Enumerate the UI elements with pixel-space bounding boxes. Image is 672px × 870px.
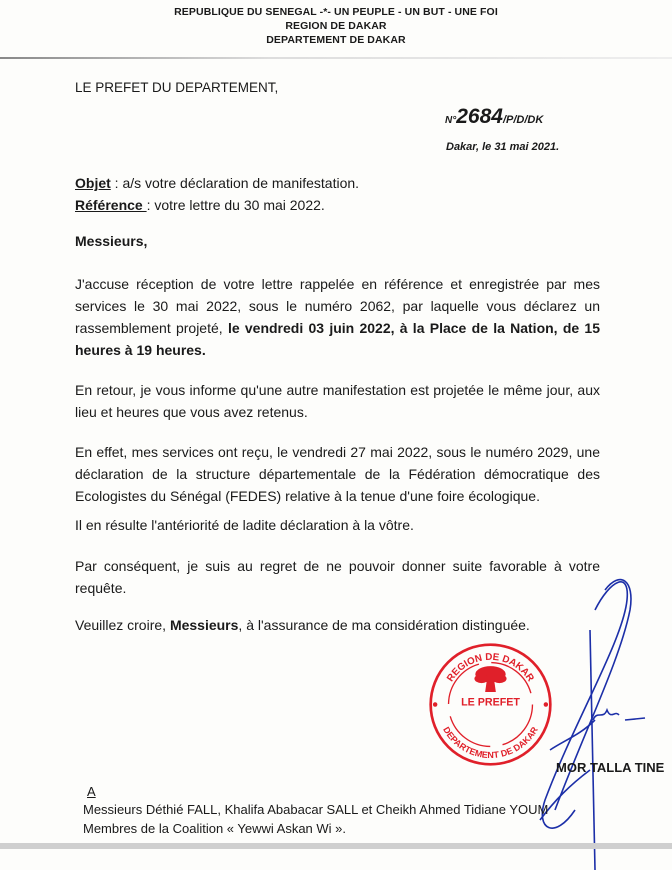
text-run: services le 30 mai 2022, sous le numéro 2062, par laquelle vous déclarez un: [75, 298, 600, 314]
paragraph-line: [75, 317, 600, 339]
paragraph-line: [75, 273, 600, 295]
recipient-names: Messieurs Déthié FALL, Khalifa Ababacar SALL et Cheikh Ahmed Tidiane YOUM: [83, 802, 549, 817]
objet-value: : a/s votre déclaration de manifestation.: [110, 175, 360, 191]
text-run: Messieurs: [169, 617, 239, 633]
paragraph-line: [75, 485, 600, 507]
objet-line: [75, 175, 359, 192]
text-run: requête.: [75, 580, 127, 596]
reference-number: [445, 104, 543, 129]
header-line-2: REGION DE DAKAR: [285, 20, 387, 32]
text-run: , à l'assurance de ma considération distinguée.: [238, 617, 530, 633]
paragraph-line: [75, 339, 600, 361]
paragraph-line: [75, 514, 600, 536]
date-line: Dakar, le 31 mai 2021.: [446, 141, 560, 153]
text-run: rassemblement projeté,: [75, 320, 228, 336]
text-run: J'accuse réception de votre lettre rappelée en référence et enregistrée par mes: [75, 276, 600, 292]
ref-number-value: 2684: [456, 105, 503, 128]
paragraph-line: [75, 401, 600, 423]
paragraph-line: [75, 577, 600, 599]
stamp-top-text: REGION DE DAKAR: [445, 651, 536, 684]
recipient-to-label: A: [87, 784, 96, 799]
paragraph-line: [75, 614, 600, 636]
header-divider: [0, 57, 672, 59]
text-run: Par conséquent, je suis au regret de ne pouvoir donner suite favorable à votre: [75, 558, 600, 574]
scan-edge: [0, 843, 672, 849]
sender: LE PREFET DU DEPARTEMENT,: [75, 80, 279, 95]
reference-label: Référence: [75, 197, 147, 213]
paragraph-4: [75, 514, 600, 536]
baobab-tree-icon: [474, 666, 506, 692]
paragraph-3: [75, 441, 600, 507]
paragraph-1: [75, 273, 600, 361]
text-run: En effet, mes services ont reçu, le vendredi 27 mai 2022, sous le numéro 2029, une: [75, 444, 600, 460]
text-run: le vendredi 03 juin 2022, à la Place de la Nation, de 15: [227, 320, 601, 336]
paragraph-line: [75, 441, 600, 463]
stamp-center-text: LE PREFET: [461, 696, 520, 709]
reference-value: : votre lettre du 30 mai 2022.: [146, 197, 325, 213]
text-run: déclaration de la structure départementale de la Fédération démocratique des: [75, 466, 600, 482]
signatory-name: MOR TALLA TINE: [556, 760, 665, 775]
recipient-group: Membres de la Coalition « Yewwi Askan Wi ».: [83, 821, 347, 836]
ref-prefix: N°: [445, 115, 457, 126]
header-line-3: DEPARTEMENT DE DAKAR: [266, 34, 406, 46]
salutation: Messieurs,: [75, 233, 148, 249]
objet-label: Objet: [75, 175, 111, 191]
reference-line: [75, 197, 325, 214]
text-run: lieu et heures que vous avez retenus.: [75, 404, 308, 420]
header-line-1: REPUBLIQUE DU SENEGAL -*- UN PEUPLE - UN BUT - UNE FOI: [174, 6, 498, 18]
paragraph-5: [75, 555, 600, 599]
paragraph-6: [75, 614, 600, 636]
ref-suffix: /P/D/DK: [502, 114, 544, 126]
paragraph-2: [75, 379, 600, 423]
paragraph-line: [75, 555, 600, 577]
text-run: Ecologistes du Sénégal (FEDES) relative à la tenue d'une foire écologique.: [75, 488, 540, 504]
paragraph-line: [75, 379, 600, 401]
paragraph-line: [75, 295, 600, 317]
stamp-bottom-text: DEPARTEMENT DE DAKAR: [441, 725, 540, 761]
paragraph-line: [75, 463, 600, 485]
signature: [535, 570, 655, 870]
text-run: heures à 19 heures.: [75, 342, 206, 358]
text-run: Il en résulte l'antériorité de ladite déclaration à la vôtre.: [75, 517, 414, 533]
text-run: En retour, je vous informe qu'une autre manifestation est projetée le même jour, aux: [75, 382, 600, 398]
text-run: Veuillez croire,: [75, 617, 170, 633]
